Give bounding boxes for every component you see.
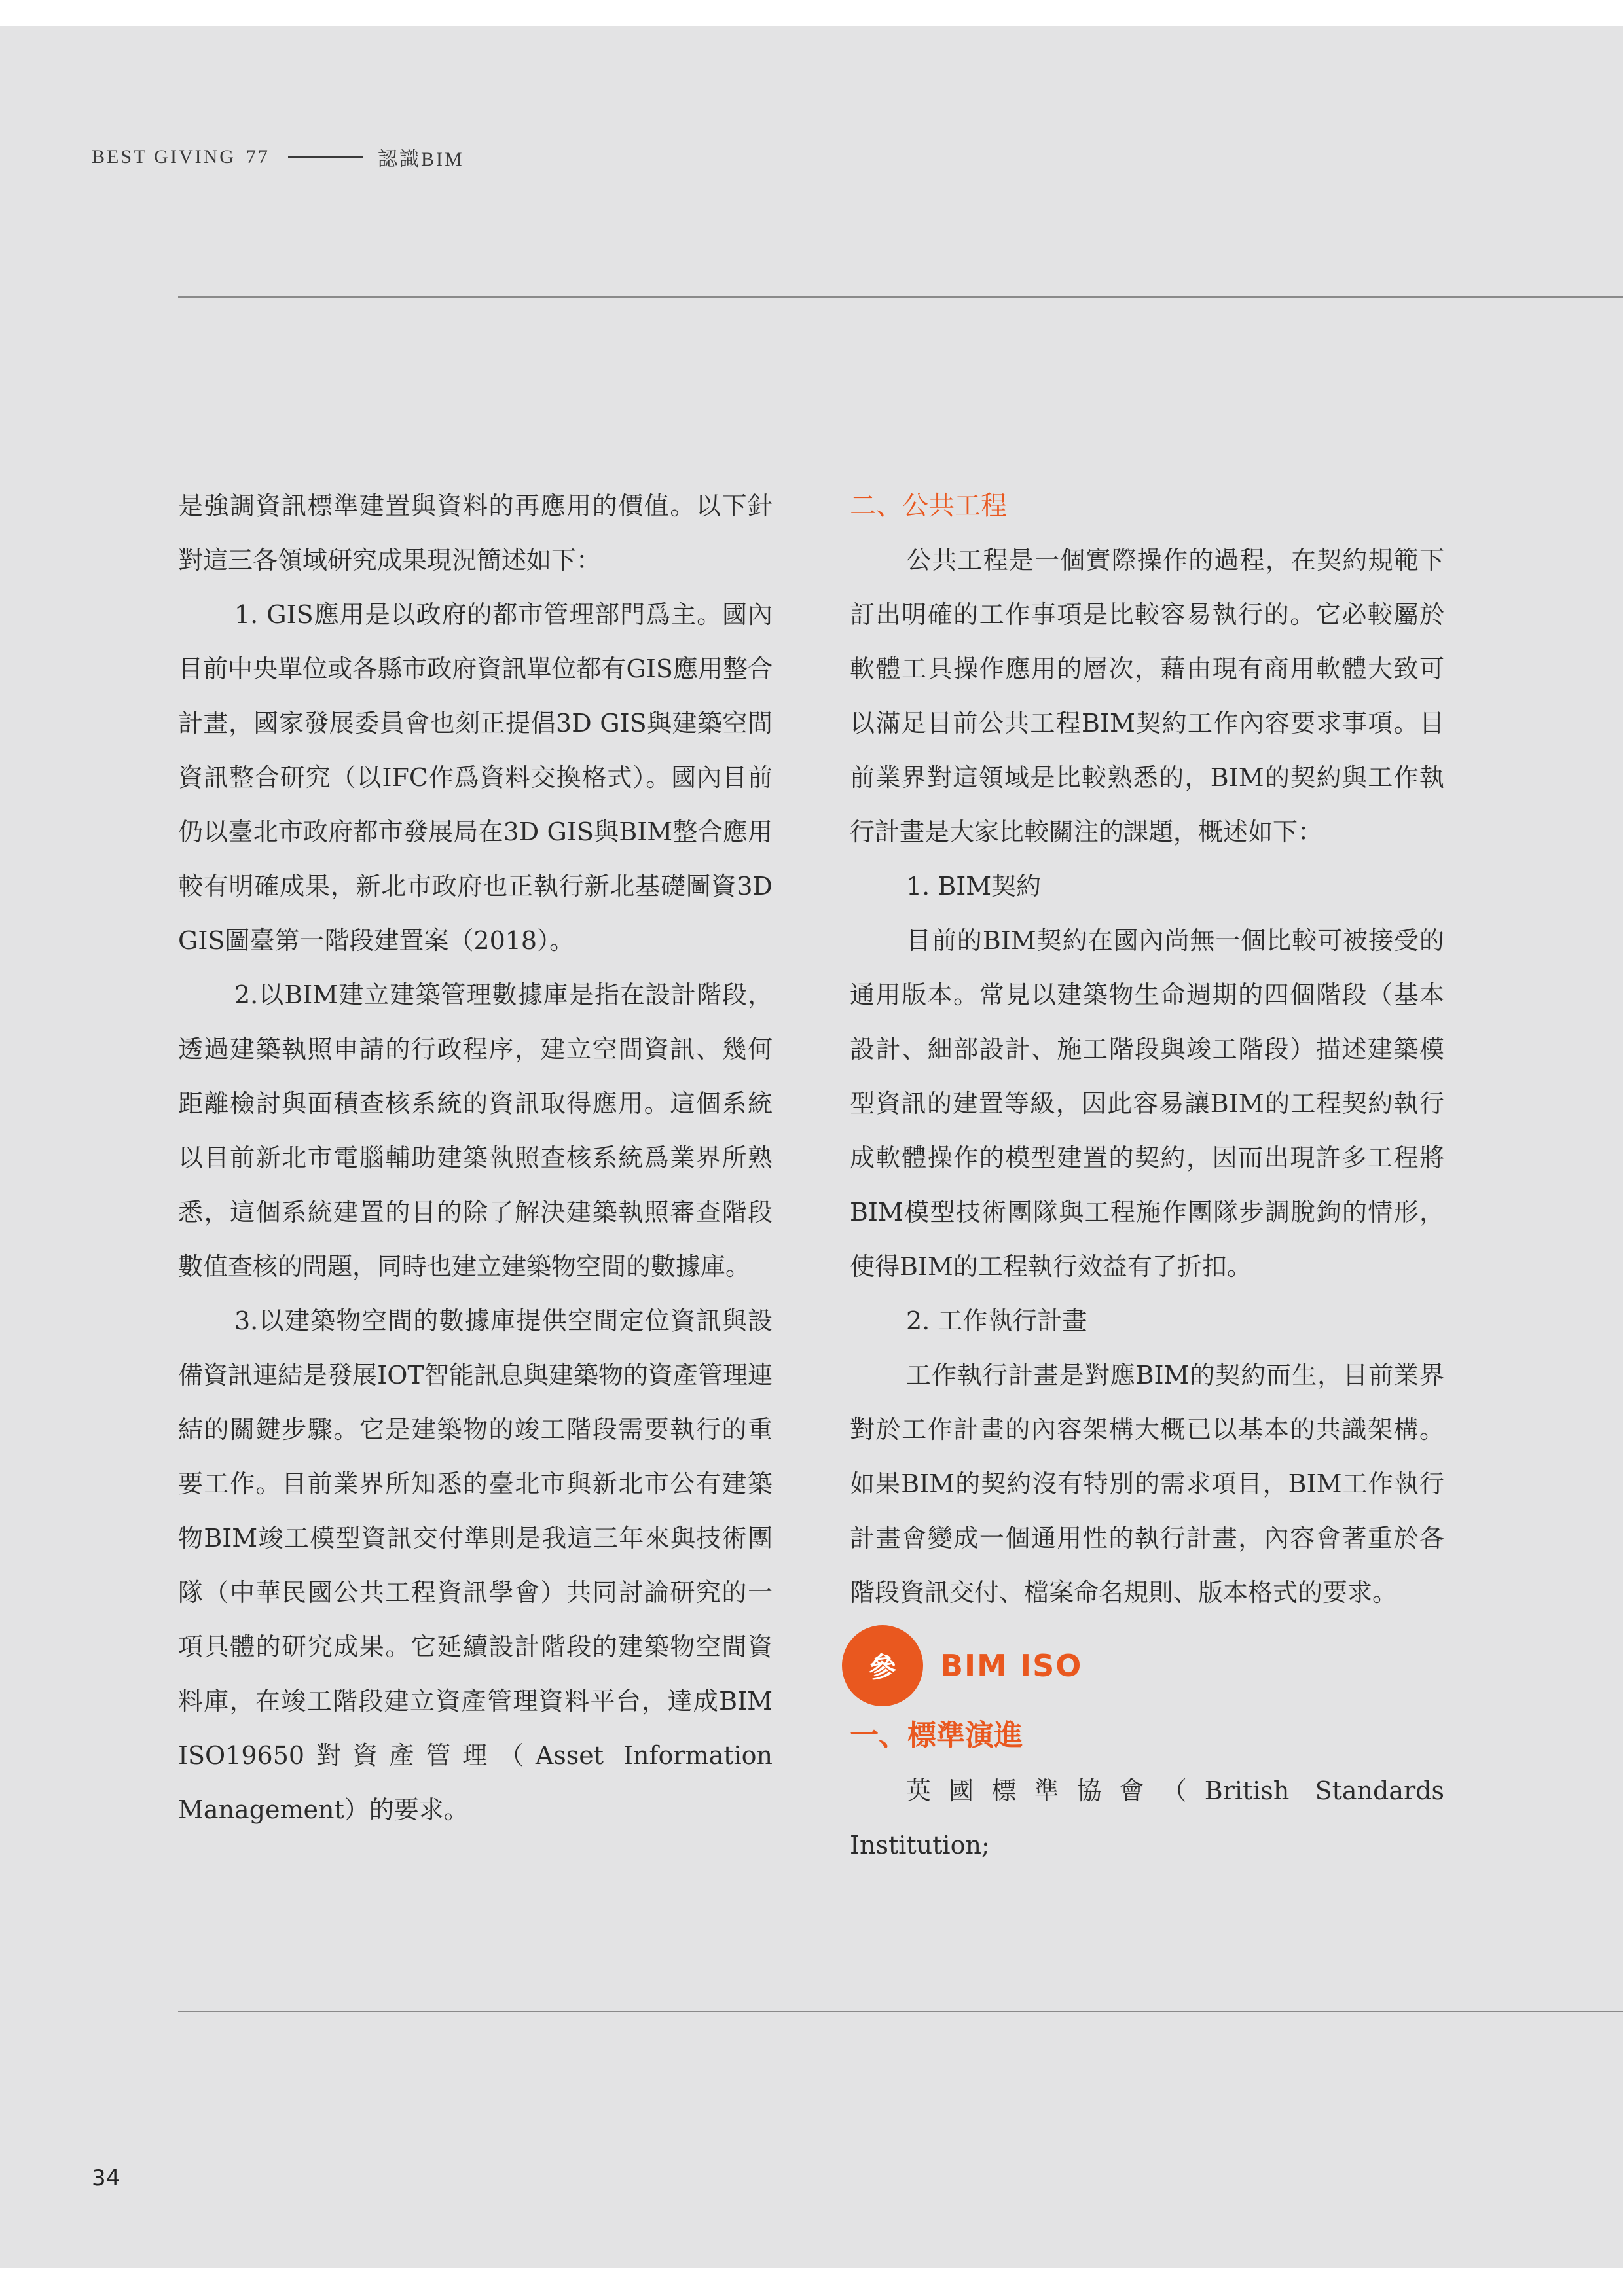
- subheading-standard-evolution: 一、標準演進: [850, 1719, 1023, 1752]
- paragraph-bsi: 英國標準協會（British Standards Institution;: [850, 1776, 1444, 1859]
- paragraph-public-works: 公共工程是一個實際操作的過程，在契約規範下訂出明確的工作事項是比較容易執行的。它必較屬於軟體工具操作應用的層次，藉由現有商用軟體大致可以滿足目前公共工程BIM契約工作內容要求事項。目前業界對這領域是比較熟悉的，BIM的契約與工作執行計畫是大家比較關注的課題，概述如下：: [850, 546, 1444, 846]
- paragraph-gis: 1. GIS應用是以政府的都市管理部門爲主。國內目前中央單位或各縣市政府資訊單位都有GIS應用整合計畫，國家發展委員會也刻正提倡3D GIS與建築空間資訊整合研究（以IFC作爲資料交換格式）。國內目前仍以臺北市政府都市發展局在3D GIS與BIM整合應用較有明確成果，新北市政府也正執行新北基礎圖資3D GIS圖臺第一階段建置案（2018）。: [178, 600, 773, 955]
- paragraph-bim-contract: 目前的BIM契約在國內尚無一個比較可被接受的通用版本。常見以建築物生命週期的四個階段（基本設計、細部設計、施工階段與竣工階段）描述建築模型資訊的建置等級，因此容易讓BIM的工程契約執行成軟體操作的模型建置的契約，因而出現許多工程將BIM模型技術團隊與工程施作團隊步調脫鉤的情形，使得BIM的工程執行效益有了折扣。: [850, 926, 1444, 1281]
- paragraph-building-management: 2.以BIM建立建築管理數據庫是指在設計階段，透過建築執照申請的行政程序，建立空間資訊、幾何距離檢討與面積查核系統的資訊取得應用。這個系統以目前新北市電腦輔助建築執照查核系統爲業界所熟悉，這個系統建置的目的除了解決建築執照審查階段數值查核的問題，同時也建立建築物空間的數據庫。: [178, 980, 773, 1281]
- issue-number: 77: [246, 146, 270, 168]
- item-bim-contract-title: 1. BIM契約: [906, 872, 1042, 901]
- item-execution-plan-title: 2. 工作執行計畫: [906, 1306, 1087, 1335]
- paragraph-execution-plan: 工作執行計畫是對應BIM的契約而生，目前業界對於工作計畫的內容架構大概已以基本的共識架構。如果BIM的契約沒有特別的需求項目，BIM工作執行計畫會變成一個通用性的執行計畫，內容會著重於各階段資訊交付、檔案命名規則、版本格式的要求。: [850, 1361, 1444, 1607]
- publication-name: BEST GIVING: [92, 146, 236, 168]
- right-column: [850, 479, 1444, 1873]
- section-header-bim-iso: [850, 1624, 1444, 1708]
- paragraph-asset-management: 3.以建築物空間的數據庫提供空間定位資訊與設備資訊連結是發展IOT智能訊息與建築物的資產管理連結的關鍵步驟。它是建築物的竣工階段需要執行的重要工作。目前業界所知悉的臺北市與新北市公有建築物BIM竣工模型資訊交付準則是我這三年來與技術團隊（中華民國公共工程資訊學會）共同討論研究的一項具體的研究成果。它延續設計階段的建築物空間資料庫，在竣工階段建立資產管理資料平台，達成BIM ISO19650對資產管理（Asset Information Management）的要求。: [178, 1306, 773, 1824]
- paragraph-intro: 是強調資訊標準建置與資料的再應用的價值。以下針對這三各領域研究成果現況簡述如下：: [178, 492, 773, 575]
- header-dash: [288, 156, 363, 158]
- left-column: [178, 479, 773, 1837]
- bottom-divider: [178, 2011, 1623, 2012]
- top-divider: [178, 296, 1623, 298]
- running-head: [92, 143, 464, 171]
- section-number-badge: 參: [842, 1625, 923, 1706]
- section-name: 認識BIM: [377, 149, 464, 170]
- section-title: BIM ISO: [940, 1648, 1083, 1683]
- heading-public-works: 二、公共工程: [850, 491, 1007, 521]
- page-background: [0, 26, 1623, 2268]
- page-number: 34: [92, 2165, 120, 2191]
